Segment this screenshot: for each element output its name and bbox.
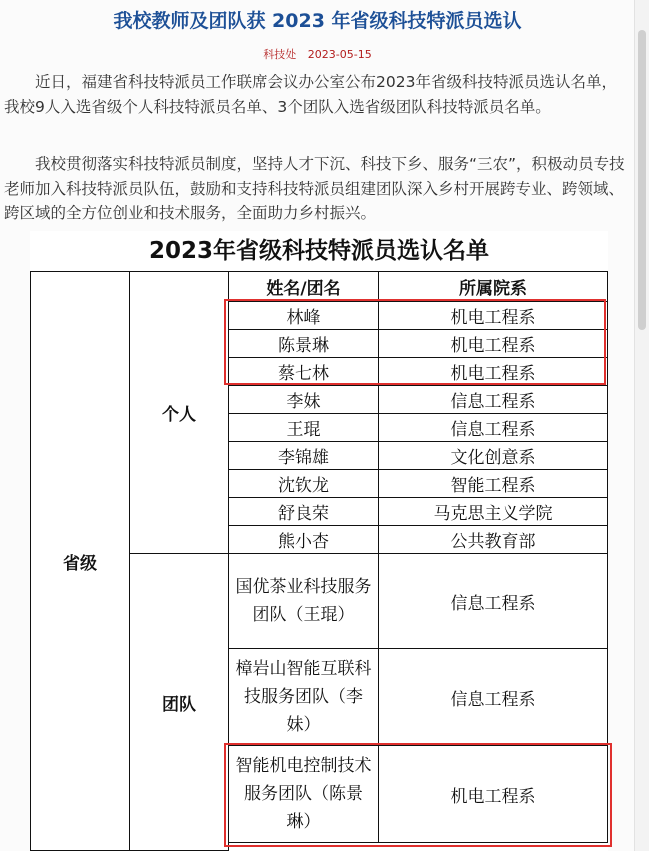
individual-dept: 公共教育部 — [378, 525, 608, 554]
individual-dept: 马克思主义学院 — [378, 497, 608, 526]
header-name: 姓名/团名 — [228, 271, 379, 302]
scrollbar-thumb[interactable] — [638, 30, 646, 330]
individual-name: 林峰 — [228, 301, 379, 330]
team-name: 国优茶业科技服务团队（王琨） — [228, 553, 379, 649]
article-title: 我校教师及团队获 2023 年省级科技特派员选认 — [113, 10, 522, 32]
individual-dept: 智能工程系 — [378, 469, 608, 498]
team-dept: 信息工程系 — [378, 648, 608, 746]
individual-name: 李妹 — [228, 385, 379, 414]
individual-dept: 机电工程系 — [378, 301, 608, 330]
individual-dept: 信息工程系 — [378, 385, 608, 414]
team-dept: 信息工程系 — [378, 553, 608, 649]
team-dept: 机电工程系 — [378, 745, 608, 843]
team-name: 智能机电控制技术服务团队（陈景琳） — [228, 745, 379, 843]
article-paragraph-1: 近日，福建省科技特派员工作联席会议办公室公布2023年省级科技特派员选认名单，我校9人入选省级个人科技特派员名单、3个团队入选省级团队科技特派员名单。 — [4, 73, 617, 116]
table-title: 2023年省级科技特派员选认名单 — [148, 238, 489, 264]
category-individual-cell: 个人 — [129, 271, 229, 554]
individual-name: 舒良荣 — [228, 497, 379, 526]
individual-dept: 文化创意系 — [378, 441, 608, 470]
page-scrollbar[interactable] — [634, 0, 649, 851]
individual-name: 沈钦龙 — [228, 469, 379, 498]
individual-name: 熊小杏 — [228, 525, 379, 554]
individual-dept: 机电工程系 — [378, 329, 608, 358]
header-dept: 所属院系 — [378, 271, 608, 302]
article-source[interactable]: 科技处 — [263, 48, 297, 61]
individual-name: 李锦雄 — [228, 441, 379, 470]
article-meta — [0, 46, 635, 62]
individual-dept: 信息工程系 — [378, 413, 608, 442]
article-paragraph-2: 我校贯彻落实科技特派员制度，坚持人才下沉、科技下乡、服务“三农”，积极动员专技老师加入科技特派员队伍，鼓励和支持科技特派员组建团队深入乡村开展跨专业、跨领域、跨区域的全方位创业和技术服务，全面助力乡村振兴。 — [4, 155, 625, 222]
individual-name: 蔡七林 — [228, 357, 379, 386]
team-name: 樟岩山智能互联科技服务团队（李妹） — [228, 648, 379, 746]
article-date: 2023-05-15 — [307, 48, 372, 61]
category-team-cell: 团队 — [129, 553, 229, 851]
individual-dept: 机电工程系 — [378, 357, 608, 386]
individual-name: 陈景琳 — [228, 329, 379, 358]
individual-name: 王琨 — [228, 413, 379, 442]
selection-list-table — [30, 231, 608, 851]
level-cell: 省级 — [30, 271, 130, 851]
